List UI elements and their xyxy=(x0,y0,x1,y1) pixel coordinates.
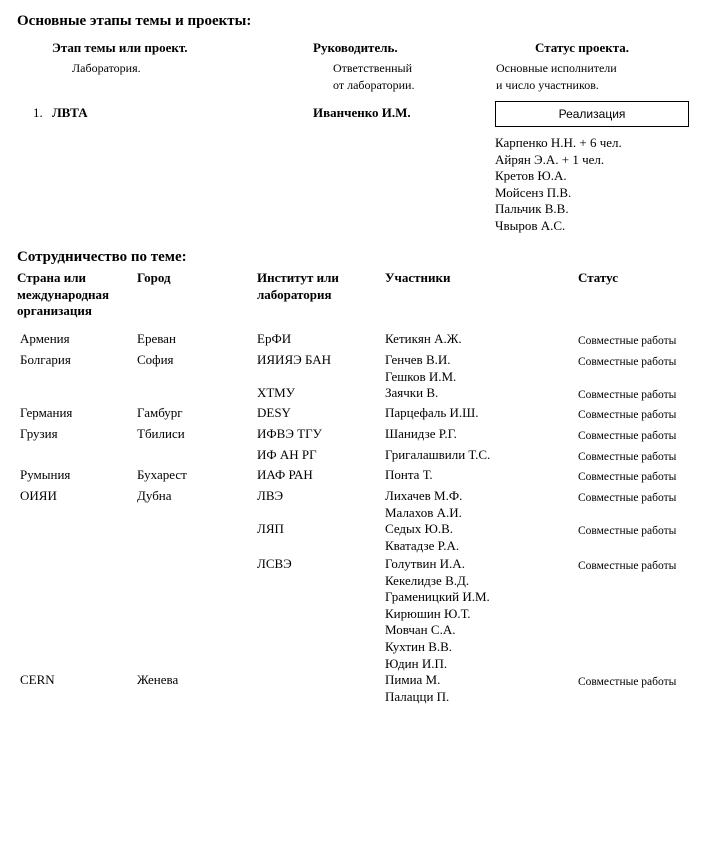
city-column-header xyxy=(137,270,171,287)
stage-name: ЛВТА xyxy=(52,105,88,120)
stage-column-subheader: Лаборатория. xyxy=(72,61,141,75)
row-participant: Кватадзе Р.А. xyxy=(385,537,460,553)
row-institute: ЛСВЭ xyxy=(257,556,292,571)
row-city: Дубна xyxy=(137,488,172,503)
row-participant: Голутвин И.А. xyxy=(385,556,465,571)
status-column-header-2 xyxy=(578,270,618,287)
row-city: Ереван xyxy=(137,331,176,346)
row-participant: Палацци П. xyxy=(385,688,450,704)
row-participant: Шанидзе Р.Г. xyxy=(385,426,457,441)
row-institute: ЕрФИ xyxy=(257,331,292,346)
city-header-line: Город xyxy=(137,270,171,285)
row-participant: Пимиа М. xyxy=(385,672,441,687)
stage-status-box xyxy=(495,101,689,127)
stage-member: Карпенко Н.Н. + 6 чел. xyxy=(495,135,622,150)
row-institute: DESY xyxy=(257,405,291,420)
row-country: ОИЯИ xyxy=(20,488,57,503)
row-participant: Кетикян А.Ж. xyxy=(385,331,462,346)
row-participant: Седых Ю.В. xyxy=(385,521,454,536)
row-participant: Парцефаль И.Ш. xyxy=(385,405,479,420)
country-header-line: Страна или xyxy=(17,270,87,285)
row-country: Грузия xyxy=(20,426,58,441)
row-status: Совместные работы xyxy=(578,335,677,347)
row-participant: Малахов А.И. xyxy=(385,504,462,520)
row-city: Тбилиси xyxy=(137,426,185,441)
row-country: Армения xyxy=(20,331,70,346)
row-participant: Кухтин В.В. xyxy=(385,639,453,654)
leader-column-subheader-2: от лаборатории. xyxy=(333,78,415,92)
stage-members-list xyxy=(495,135,622,234)
row-status: Совместные работы xyxy=(578,525,677,537)
row-status: Совместные работы xyxy=(578,560,677,572)
section2-title: Сотрудничество по теме: xyxy=(17,249,187,265)
row-participant: Лихачев М.Ф. xyxy=(385,488,463,503)
institute-column-header xyxy=(257,270,339,303)
row-country: CERN xyxy=(20,672,55,687)
status-column-subheader-1: Основные исполнители xyxy=(496,61,617,75)
row-city: Женева xyxy=(137,672,179,687)
stage-status-label: Реализация xyxy=(558,107,626,121)
country-column-header xyxy=(17,270,109,320)
row-institute: ИФ АН РГ xyxy=(257,447,317,462)
row-participant: Мовчан С.А. xyxy=(385,622,456,638)
stage-leader: Иванченко И.М. xyxy=(313,105,411,120)
institute-header-line: Институт или xyxy=(257,270,339,285)
stage-member: Кретов Ю.А. xyxy=(495,168,567,183)
row-participant: Гешков И.М. xyxy=(385,368,457,384)
status-header-line: Статус xyxy=(578,270,619,285)
institute-header-line: лаборатория xyxy=(257,286,332,302)
participants-column-header xyxy=(385,270,451,287)
stage-member: Пальчик В.В. xyxy=(495,201,569,216)
row-city: Бухарест xyxy=(137,467,187,482)
country-header-line: международная xyxy=(17,286,110,302)
row-participant: Заячки В. xyxy=(385,385,439,400)
stage-member: Чвыров А.С. xyxy=(495,217,566,233)
status-column-header: Статус проекта. xyxy=(535,40,630,55)
row-institute: ИАФ РАН xyxy=(257,467,313,482)
row-status: Совместные работы xyxy=(578,451,677,463)
row-institute: ИФВЭ ТГУ xyxy=(257,426,322,441)
row-participant: Генчев В.И. xyxy=(385,352,451,367)
row-institute: ЛЯП xyxy=(257,521,284,536)
row-city: София xyxy=(137,352,174,367)
row-participant: Юдин И.П. xyxy=(385,655,448,671)
row-status: Совместные работы xyxy=(578,471,677,483)
row-status: Совместные работы xyxy=(578,492,677,504)
row-country: Германия xyxy=(20,405,73,420)
section1-title: Основные этапы темы и проекты: xyxy=(17,13,252,29)
row-status: Совместные работы xyxy=(578,356,677,368)
row-status: Совместные работы xyxy=(578,676,677,688)
country-header-line: организация xyxy=(17,303,92,318)
stage-member: Айрян Э.А. + 1 чел. xyxy=(495,151,605,167)
row-participant: Понта Т. xyxy=(385,467,433,482)
stage-column-header: Этап темы или проект. xyxy=(52,40,188,55)
row-status: Совместные работы xyxy=(578,389,677,401)
row-country: Румыния xyxy=(20,467,71,482)
stage-member: Мойсенз П.В. xyxy=(495,184,572,200)
row-city: Гамбург xyxy=(137,405,183,420)
leader-column-header: Руководитель. xyxy=(313,40,398,55)
row-institute: ЛВЭ xyxy=(257,488,284,503)
row-country: Болгария xyxy=(20,352,71,367)
row-institute: ХТМУ xyxy=(257,385,295,400)
row-participant: Кекелидзе В.Д. xyxy=(385,572,470,588)
leader-column-subheader-1: Ответственный xyxy=(333,61,413,75)
row-participant: Кирюшин Ю.Т. xyxy=(385,605,471,621)
status-column-subheader-2: и число участников. xyxy=(496,78,599,92)
stage-number: 1. xyxy=(33,105,43,120)
row-status: Совместные работы xyxy=(578,430,677,442)
row-status: Совместные работы xyxy=(578,409,677,421)
row-institute: ИЯИЯЭ БАН xyxy=(257,352,332,367)
participants-header-line: Участники xyxy=(385,270,451,285)
row-participant: Григалашвили Т.С. xyxy=(385,447,491,462)
row-participant: Граменицкий И.М. xyxy=(385,589,490,605)
